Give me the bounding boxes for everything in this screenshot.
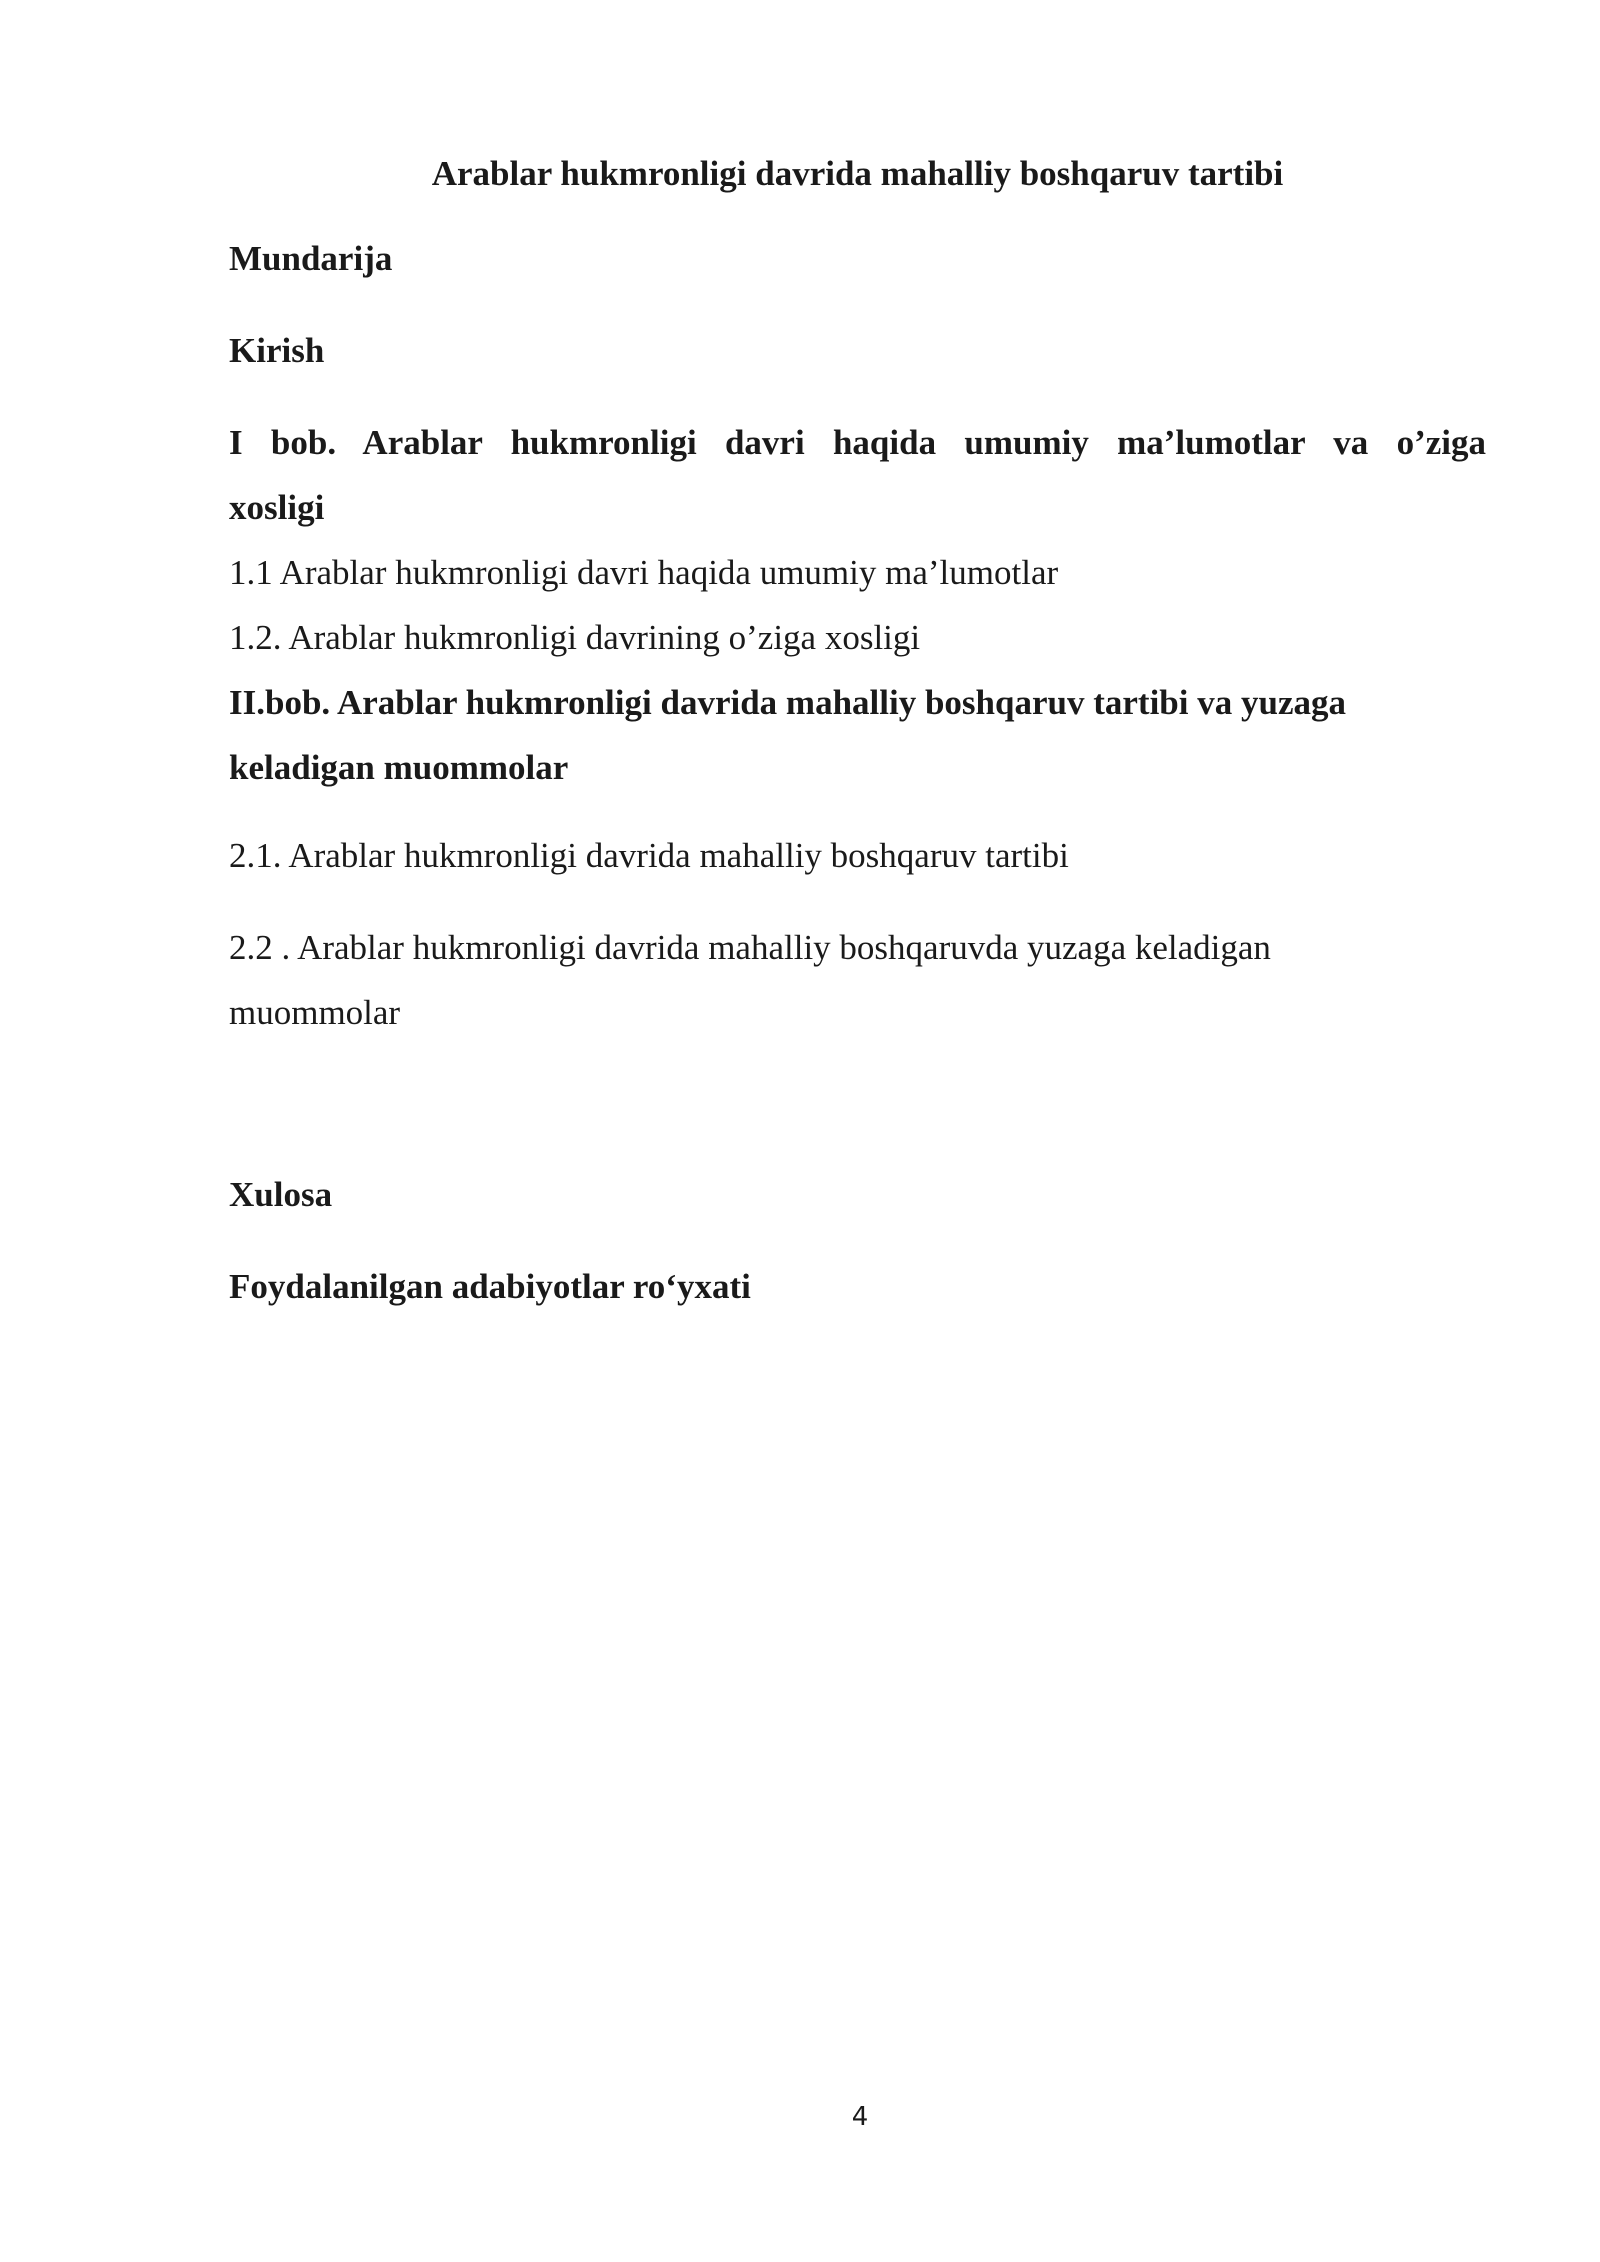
toc-section-2-2 [229, 915, 1486, 1045]
toc-item-conclusion: Xulosa [229, 1175, 333, 1214]
toc-chapter1-heading-line2: xosligi [229, 488, 325, 527]
toc-chapter2-heading-line2: keladigan muommolar [229, 748, 569, 787]
toc-chapter1-heading-line1: I bob. Arablar hukmronligi davri haqida umumiy ma’lumotlar va o’ziga [229, 423, 1486, 462]
toc-section-1-1: 1.1 Arablar hukmronligi davri haqida umumiy ma’lumotlar [229, 553, 1059, 592]
document-title: Arablar hukmronligi davrida mahalliy boshqaruv tartibi [431, 154, 1284, 193]
toc-item-introduction: Kirish [229, 331, 325, 370]
toc-item-references: Foydalanilgan adabiyotlar ro‘yxati [229, 1267, 751, 1306]
toc-chapter2-heading [229, 670, 1486, 800]
toc-chapter1-heading [229, 410, 1486, 540]
toc-section-2-2-line2: muommolar [229, 993, 401, 1032]
toc-chapter2-heading-line1: II.bob. Arablar hukmronligi davrida mahalliy boshqaruv tartibi va yuzaga [229, 683, 1346, 722]
toc-section-2-2-line1: 2.2 . Arablar hukmronligi davrida mahalliy boshqaruvda yuzaga keladigan [229, 928, 1271, 967]
toc-section-2-1: 2.1. Arablar hukmronligi davrida mahalliy boshqaruv tartibi [229, 836, 1069, 875]
page-number: 4 [851, 2102, 869, 2132]
toc-section-1-2: 1.2. Arablar hukmronligi davrining o’ziga xosligi [229, 618, 921, 657]
toc-heading: Mundarija [229, 239, 393, 278]
